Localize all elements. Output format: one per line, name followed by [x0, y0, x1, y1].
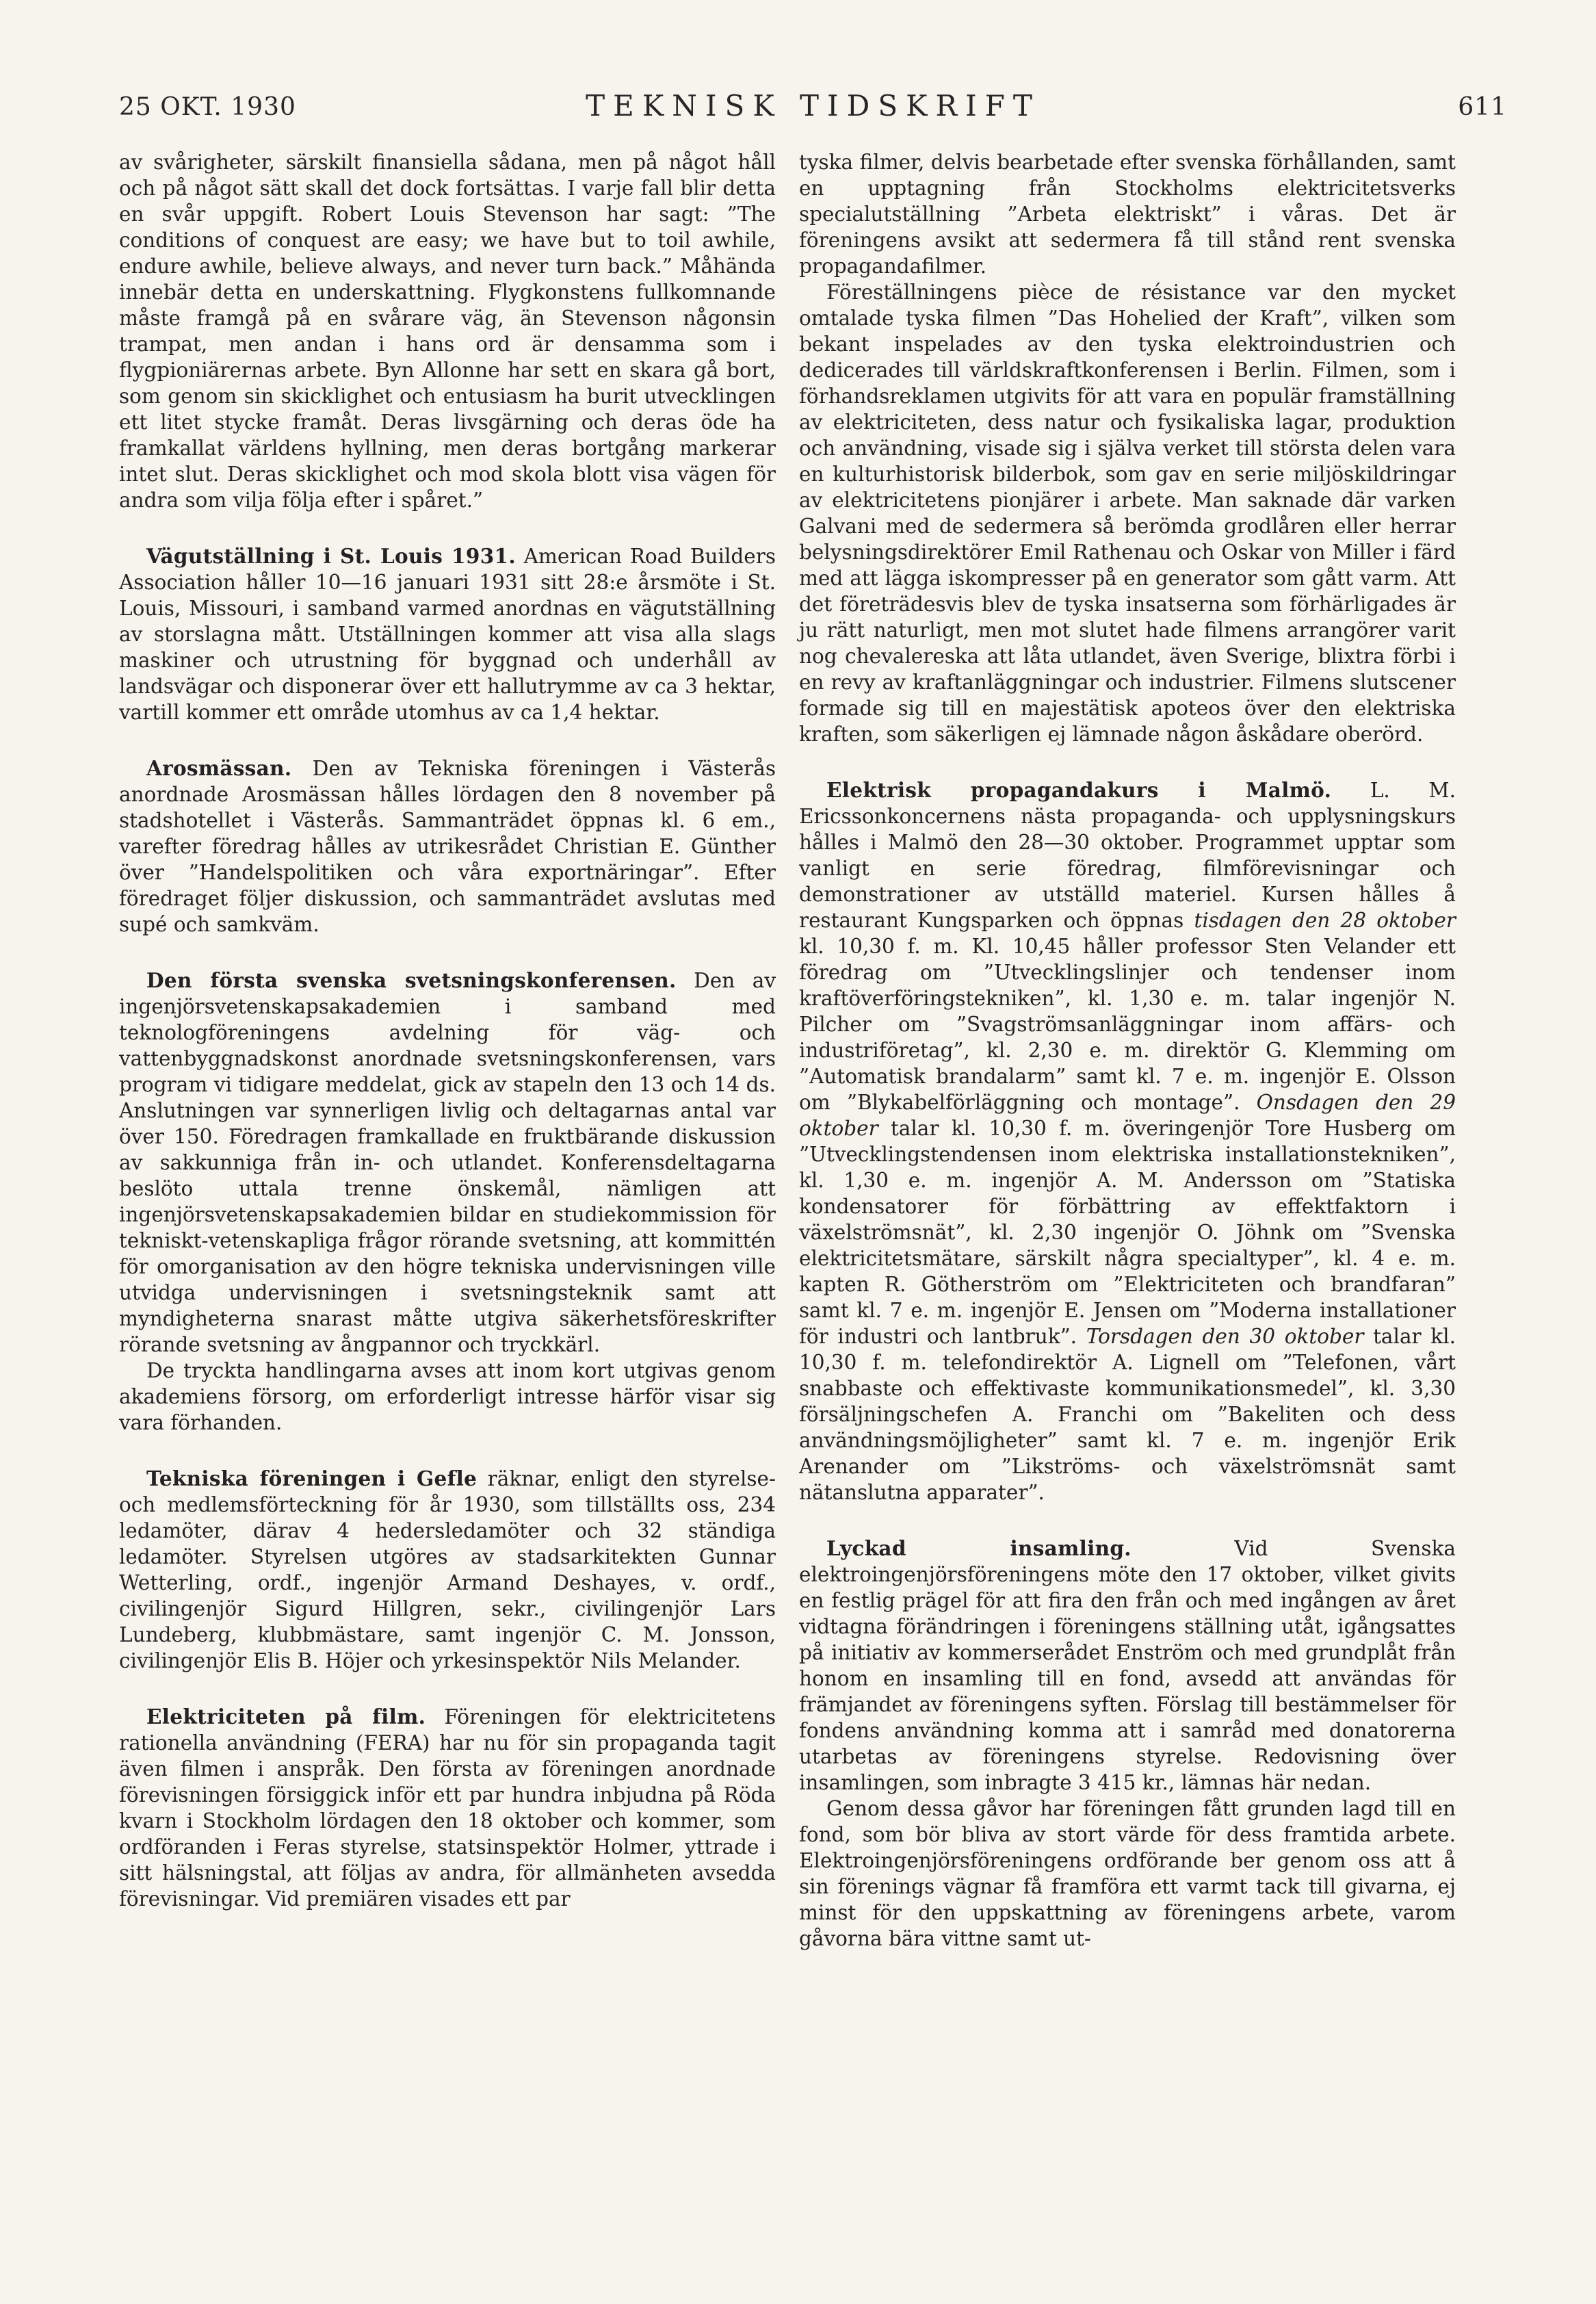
article-body: Vid Svenska elektroingenjörsföreningens möte den 17 oktober, vilket givits en festlig prägel för att fira den från och med ingången av året vidtagna förändringen i föreningens ställning utåt, igångsattes på initiativ av kommerserådet Enström och med grundplåt från honom en insamling till en fond, avsedd att användas för främjandet av föreningens syften. Förslag till bestämmelser för fondens användning komma att i samråd med donatorerna utarbetas av föreningens styrelse. Redovisning över insamlingen, som inbragte 3 415 kr., lämnas här nedan.	[799, 1537, 1456, 1794]
article-body: Föreningen för elektricitetens rationella användning (FERA) har nu för sin propaganda tagit även filmen i anspråk. Den första av föreningen anordnade förevisningen försiggick inför ett par hundra inbjudna på Röda kvarn i Stockholm lördagen den 18 oktober och kommer, som ordföranden i Feras styrelse, statsinspektör Holmer, yttrade i sitt hälsningstal, att följas av andra, för allmänheten avsedda förevisningar. Vid premiären visades ett par	[119, 1705, 776, 1911]
journal-title: TEKNISK TIDSKRIFT	[586, 89, 1041, 122]
article-title: Tekniska föreningen i Gefle	[146, 1466, 478, 1490]
article-date-emphasis: tisdagen den 28 oktober	[1194, 909, 1456, 932]
article-svetsning	[119, 968, 776, 1358]
article-body: räknar, enligt den styrelse- och medlemsförteckning för år 1930, som tillställts oss, 234 ledamöter, därav 4 hedersledamöter och 32 ständiga ledamöter. Styrelsen utgöres av stadsarkitekten Gunnar Wetterling, ordf., ingenjör Armand Deshayes, v. ordf., civilingenjör Sigurd Hillgren, sekr., civilingenjör Lars Lundeberg, klubbmästare, samt ingenjör C. M. Jonsson, civilingenjör Elis B. Höjer och yrkesinspektör Nils Melander.	[119, 1467, 776, 1672]
article-svetsning-cont: De tryckta handlingarna avses att inom kort utgivas genom akademiens försorg, om erforderligt intresse härför visar sig vara förhanden.	[119, 1359, 776, 1434]
issue-date: 25 OKT. 1930	[119, 93, 296, 121]
article-arosmassan	[119, 755, 776, 937]
article-date-emphasis: Torsdagen den 30 oktober	[1086, 1325, 1364, 1348]
article-film-continued-2: Föreställningens pièce de résistance var den mycket omtalade tyska filmen ”Das Hohelied der Kraft”, vilken som bekant inspelades av den tyska elektroindustrien och dedicerades till världskraftkonferensen i Berlin. Filmen, som i förhandsreklamen utgivits för att vara en populär framställning av elektriciteten, dess natur och fysikaliska lagar, produktion och användning, visade sig i själva verket till största delen vara en kulturhistorisk bilderbok, som gav en serie miljöskildringar av elektricitetens pionjärer i arbete. Man saknade där varken Galvani med de sedermera så berömda grodlåren eller herrar belysningsdirektörer Emil Rathenau och Oskar von Miller i färd med att lägga iskompresser på en generator som gått varm. Att det företrädesvis blev de tyska insatserna som förhärligades är ju rätt naturligt, men mot slutet hade filmens arrangörer varit nog chevalereska att låta utlandet, även Sverige, blixtra förbi i en revy av kraftanläggningar och industrier. Filmens slutscener formade sig till en majestätisk apoteos över den elektriska kraften, som säkerligen ej lämnade någon åskådare oberörd.	[799, 281, 1456, 746]
article-body: talar kl. 10,30 f. m. överingenjör Tore Husberg om ”Utvecklingstendensen inom elektriska installationstekniken”, kl. 1,30 e. m. ingenjör A. M. Andersson om ”Statiska kondensatorer för förbättring av effektfaktorn i växelströmsnät”, kl. 2,30 ingenjör O. Jöhnk om ”Svenska elektricitetsmätare, särskilt några specialtyper”, kl. 4 e. m. kapten R. Götherström om ”Elektriciteten och brandfaran” samt kl. 7 e. m. ingenjör E. Jensen om ”Moderna installationer för industri och lantbruk”.	[799, 1117, 1456, 1348]
article-vagutstallning	[119, 543, 776, 725]
article-gefle	[119, 1466, 776, 1674]
article-insamling	[799, 1536, 1456, 1796]
article-body: L. M. Ericssonkoncernens nästa propaganda- och upplysningskurs hålles i Malmö den 28—30 oktober. Programmet upptar som vanligt en serie föredrag, filmförevisningar och demonstrationer av utställd materiel. Kursen hålles å restaurant Kungsparken och öppnas	[799, 779, 1456, 932]
left-column	[119, 149, 776, 1912]
article-malmo	[799, 777, 1456, 1505]
article-body: talar kl. 10,30 f. m. telefondirektör A. Lignell om ”Telefonen, vårt snabbaste och effektivaste kommunikationsmedel”, kl. 3,30 försäljningschefen A. Franchi om ”Bakeliten och dess användningsmöjligheter” samt kl. 7 e. m. ingenjör Erik Arenander om ”Likströms- och växelströmsnät samt nätanslutna apparater”.	[799, 1325, 1456, 1504]
article-title: Elektriciteten på film.	[146, 1705, 426, 1729]
article-title: Den första svenska svetsningskonferensen.	[146, 968, 677, 992]
page-number: 611	[1458, 93, 1507, 121]
article-date-emphasis: Onsdagen den 29 oktober	[799, 1091, 1456, 1140]
article-title: Lyckad insamling.	[826, 1536, 1131, 1560]
article-film-continued: tyska filmer, delvis bearbetade efter svenska förhållanden, samt en upptagning från Stockholms elektricitetsverks specialutställning ”Arbeta elektriskt” i våras. Det är föreningens avsikt att sedermera få till stånd rent svenska propagandafilmer.	[799, 151, 1456, 278]
article-insamling-cont: Genom dessa gåvor har föreningen fått grunden lagd till en fond, som bör bliva av stort värde för dess framtida arbete. Elektroingenjörsföreningens ordförande ber genom oss att å sin förenings vägnar få framföra ett varmt tack till givarna, ej minst för den uppskattning av föreningens arbete, varom gåvorna bära vittne samt ut-	[799, 1797, 1456, 1950]
article-body: Den av Tekniska föreningen i Västerås anordnade Arosmässan hålles lördagen den 8 november på stadshotellet i Västerås. Sammanträdet öppnas kl. 6 em., varefter föredrag hålles av utrikesrådet Christian E. Günther över ”Handelspolitiken och våra exportnäringar”. Efter föredraget följer diskussion, och sammanträdet avslutas med supé och samkväm.	[119, 757, 776, 936]
article-body: kl. 10,30 f. m. Kl. 10,45 håller professor Sten Velander ett föredrag om ”Utvecklingslinjer och tendenser inom kraftöverföringstekniken”, kl. 1,30 e. m. talar ingenjör N. Pilcher om ”Svagströmsanläggningar inom affärs- och industriföretag”, kl. 2,30 e. m. direktör G. Klemming om ”Automatisk brandalarm” samt kl. 7 e. m. ingenjör E. Olsson om ”Blykabelförläggning och montage”.	[799, 935, 1456, 1114]
article-title: Vägutställning i St. Louis 1931.	[146, 544, 516, 568]
article-film	[119, 1704, 776, 1912]
article-body: American Road Builders Association håller 10—16 januari 1931 sitt 28:e årsmöte i St. Louis, Missouri, i samband varmed anordnas en vägutställning av storslagna mått. Utställningen kommer att visa alla slags maskiner och utrustning för byggnad och underhåll av landsvägar och disponerar över ett hallutrymme av ca 3 hektar, vartill kommer ett område utomhus av ca 1,4 hektar.	[119, 545, 776, 724]
article-title: Arosmässan.	[146, 756, 292, 780]
page-header	[119, 85, 1507, 133]
right-column	[799, 149, 1456, 1952]
article-body: Den av ingenjörsvetenskapsakademien i samband med teknologföreningens avdelning för väg- och vattenbyggnadskonst anordnade svetsningskonferensen, vars program vi tidigare meddelat, gick av stapeln den 13 och 14 ds. Anslutningen var synnerligen livlig och deltagarnas antal var över 150. Föredragen framkallade en fruktbärande diskussion av sakkunniga från in- och utlandet. Konferensdeltagarna beslöto uttala trenne önskemål, nämligen att ingenjörsvetenskapsakademien bildar en studiekommission för tekniskt-vetenskapliga frågor rörande svetsning, att kommittén för omorganisation av den högre tekniska undervisningen ville utvidga undervisningen i svetsningsteknik samt att myndigheterna snarast måtte utgiva säkerhetsföreskrifter rörande svetsning av ångpannor och tryckkärl.	[119, 969, 776, 1356]
intro-paragraph: av svårigheter, särskilt finansiella sådana, men på något håll och på något sätt skall det dock fortsättas. I varje fall blir detta en svår uppgift. Robert Louis Stevenson har sagt: ”The conditions of conquest are easy; we have but to toil awhile, endure awhile, believe always, and never turn back.” Måhända innebär detta en underskattning. Flygkonstens fullkomnande måste framgå på en svårare väg, än Stevenson någonsin trampat, men andan i hans ord är densamma som i flygpioniärernas arbete. Byn Allonne har sett en skara gå bort, som genom sin skicklighet och entusiasm ha burit utvecklingen ett litet stycke framåt. Deras livsgärning och deras öde ha framkallat världens hyllning, men deras bortgång markerar intet slut. Deras skicklighet och mod skola blott visa vägen för andra som vilja följa efter i spåret.”	[119, 151, 776, 512]
article-title: Elektrisk propagandakurs i Malmö.	[826, 778, 1332, 802]
